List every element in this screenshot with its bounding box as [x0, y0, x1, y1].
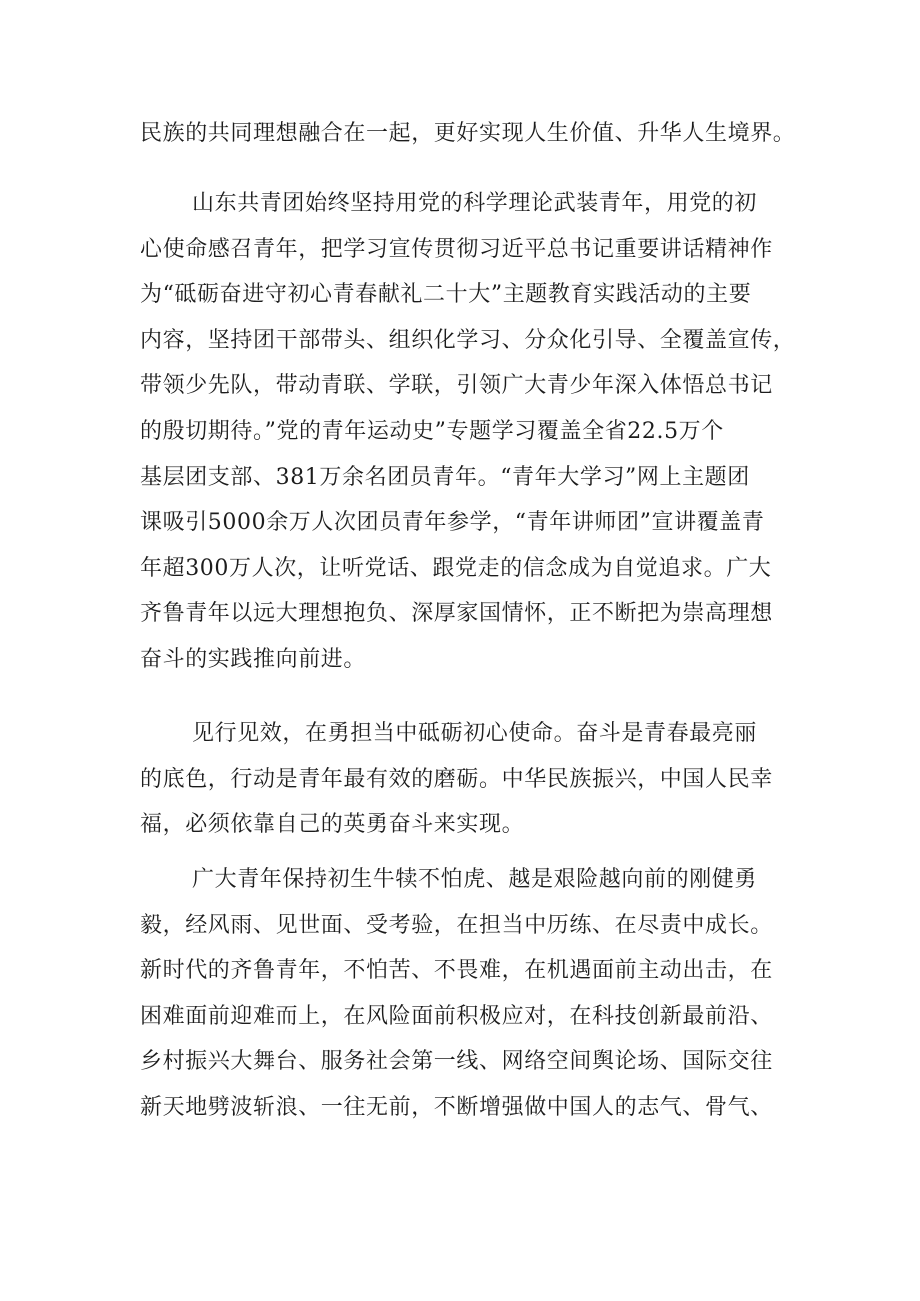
text-line: 齐鲁青年以远大理想抱负、深厚家国情怀，正不断把为崇高理想	[140, 601, 773, 627]
text-line: 山东共青团始终坚持用党的科学理论武装青年，用党的初	[192, 191, 758, 216]
text-line: 基层团支部、381万余名团员青年。“青年大学习”网上主题团	[140, 464, 750, 490]
text-line: 新时代的齐鲁青年，不怕苦、不畏难，在机遇面前主动出击，在	[140, 958, 773, 984]
paragraph-continuation	[140, 111, 800, 157]
text-line: 年超300万人次，让听党话、跟党走的信念成为自觉追求。广大	[140, 555, 772, 581]
text-line: 乡村振兴大舞台、服务社会第一线、网络空间舆论场、国际交往	[140, 1049, 773, 1075]
text-line: 带领少先队，带动青联、学联，引领广大青少年深入体悟总书记	[140, 373, 773, 399]
text-line: 的底色，行动是青年最有效的磨砺。中华民族振兴，中国人民幸	[140, 766, 773, 792]
text-line: 广大青年保持初生牛犊不怕虎、越是艰险越向前的刚健勇	[192, 867, 758, 892]
text-line: 奋斗的实践推向前进。	[140, 646, 367, 672]
text-line: 福，必须依靠自己的英勇奋斗来实现。	[140, 812, 525, 838]
text-line: 心使命感召青年，把学习宣传贯彻习近平总书记重要讲话精神作	[140, 236, 773, 262]
text-line: 的殷切期待。”党的青年运动史”专题学习覆盖全省22.5万个	[140, 418, 724, 444]
paragraph-youth-league	[140, 181, 800, 683]
paragraph-youth-struggle	[140, 857, 800, 1131]
text-line: 困难面前迎难而上，在风险面前积极应对，在科技创新最前沿、	[140, 1003, 773, 1029]
text-line: 见行见效，在勇担当中砥砺初心使命。奋斗是青春最亮丽	[192, 721, 758, 746]
text-line: 内容，坚持团干部带头、组织化学习、分众化引导、全覆盖宣传，	[140, 327, 796, 353]
text-line: 新天地劈波斩浪、一往无前，不断增强做中国人的志气、骨气、	[140, 1094, 773, 1120]
text-line: 课吸引5000余万人次团员青年参学，“青年讲师团”宣讲覆盖青	[140, 510, 765, 536]
paragraph-action	[140, 711, 800, 848]
text-line: 毅，经风雨、见世面、受考验，在担当中历练、在尽责中成长。	[140, 912, 773, 938]
text-line: 为“砥砺奋进守初心青春献礼二十大”主题教育实践活动的主要	[140, 282, 752, 308]
text-line: 民族的共同理想融合在一起，更好实现人生价值、升华人生境界。	[140, 121, 796, 146]
